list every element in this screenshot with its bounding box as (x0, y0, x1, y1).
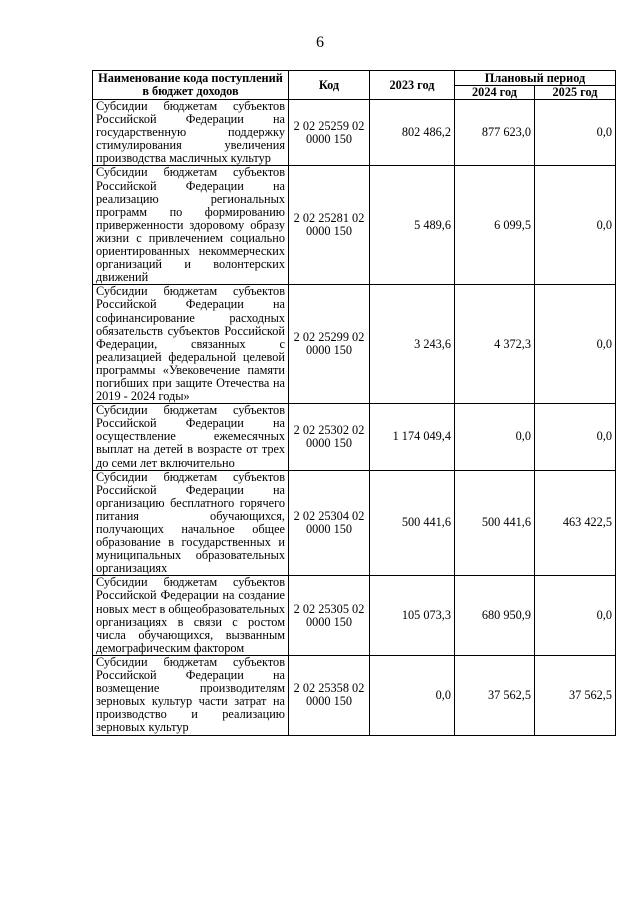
row-code: 2 02 25259 02 0000 150 (289, 100, 370, 166)
row-code: 2 02 25302 02 0000 150 (289, 404, 370, 470)
row-name: Субсидии бюджетам субъектов Российской Федерации на реализацию региональных программ по формированию приверженности здоровому образу жизни с привлечением социально ориентированных некоммерческих организаций и волонтерских движений (93, 166, 289, 285)
header-year-2023: 2023 год (370, 71, 455, 100)
row-name: Субсидии бюджетам субъектов Российской Федерации на организацию бесплатного горячего питания обучающихся, получающих начальное общее образование в государственных и муниципальных образовательных организациях (93, 470, 289, 576)
table-row (93, 100, 616, 166)
row-value-2024: 0,0 (455, 404, 535, 470)
row-value-2024: 680 950,9 (455, 576, 535, 656)
row-value-2025: 0,0 (535, 100, 616, 166)
row-code: 2 02 25299 02 0000 150 (289, 285, 370, 404)
header-code: Код (289, 71, 370, 100)
row-name: Субсидии бюджетам субъектов Российской Федерации на осуществление ежемесячных выплат на детей в возрасте от трех до семи лет включительно (93, 404, 289, 470)
row-value-2024: 877 623,0 (455, 100, 535, 166)
table-row (93, 655, 616, 735)
row-name: Субсидии бюджетам субъектов Российской Федерации на создание новых мест в общеобразовательных организациях в связи с ростом числа обучающихся, вызванным демографическим фактором (93, 576, 289, 656)
table-row (93, 470, 616, 576)
row-value-2023: 3 243,6 (370, 285, 455, 404)
row-value-2024: 6 099,5 (455, 166, 535, 285)
budget-revenue-table (92, 70, 616, 736)
row-value-2024: 37 562,5 (455, 655, 535, 735)
row-value-2025: 0,0 (535, 404, 616, 470)
row-code: 2 02 25305 02 0000 150 (289, 576, 370, 656)
row-name: Субсидии бюджетам субъектов Российской Федерации на софинансирование расходных обязательств субъектов Российской Федерации, связанных с реализацией федеральной целевой программы «Увековечение памяти погибших при защите Отечества на 2019 - 2024 годы» (93, 285, 289, 404)
header-name: Наименование кода поступлений в бюджет доходов (93, 71, 289, 100)
row-value-2024: 4 372,3 (455, 285, 535, 404)
row-code: 2 02 25304 02 0000 150 (289, 470, 370, 576)
row-value-2025: 0,0 (535, 576, 616, 656)
row-value-2025: 463 422,5 (535, 470, 616, 576)
row-value-2023: 500 441,6 (370, 470, 455, 576)
table-row (93, 404, 616, 470)
row-value-2024: 500 441,6 (455, 470, 535, 576)
header-year-2024: 2024 год (455, 86, 535, 100)
row-value-2025: 0,0 (535, 285, 616, 404)
row-value-2023: 802 486,2 (370, 100, 455, 166)
row-name: Субсидии бюджетам субъектов Российской Федерации на государственную поддержку стимулирования увеличения производства масличных культур (93, 100, 289, 166)
page-number: 6 (316, 34, 324, 51)
table-row (93, 285, 616, 404)
row-code: 2 02 25281 02 0000 150 (289, 166, 370, 285)
table-row (93, 576, 616, 656)
row-value-2025: 37 562,5 (535, 655, 616, 735)
row-name: Субсидии бюджетам субъектов Российской Федерации на возмещение производителям зерновых культур части затрат на производство и реализацию зерновых культур (93, 655, 289, 735)
row-value-2023: 5 489,6 (370, 166, 455, 285)
row-value-2023: 1 174 049,4 (370, 404, 455, 470)
row-code: 2 02 25358 02 0000 150 (289, 655, 370, 735)
header-year-2025: 2025 год (535, 86, 616, 100)
header-planned-period: Плановый период (455, 71, 616, 86)
row-value-2023: 105 073,3 (370, 576, 455, 656)
row-value-2023: 0,0 (370, 655, 455, 735)
row-value-2025: 0,0 (535, 166, 616, 285)
table-row (93, 166, 616, 285)
